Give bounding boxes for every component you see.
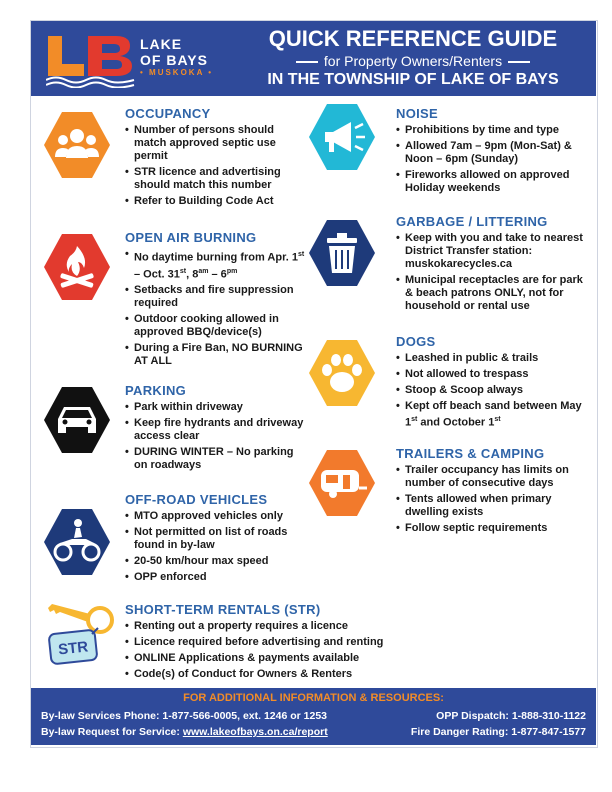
list-item: • Allowed 7am – 9pm (Mon-Sat) & Noon – 6pm (Sunday) — [396, 140, 588, 166]
opp-dispatch-label: OPP Dispatch: — [436, 710, 509, 722]
list-item: • Setbacks and fire suppression required — [125, 284, 305, 310]
bylaw-phone-number[interactable]: 1-877-566-0005, ext. 1246 or 1253 — [162, 710, 328, 722]
list-item: • Fireworks allowed on approved Holiday weekends — [396, 169, 588, 195]
list-item: • MTO approved vehicles only — [125, 510, 305, 523]
lake-of-bays-logo — [46, 30, 136, 88]
footer-banner — [31, 688, 596, 745]
section-heading: DOGS — [396, 334, 436, 349]
list-item: • Stoop & Scoop always — [396, 384, 588, 397]
footer-heading: FOR ADDITIONAL INFORMATION & RESOURCES: — [183, 692, 444, 704]
list-item: • DURING WINTER – No parking on roadways — [125, 446, 305, 472]
list-item: • Code(s) of Conduct for Owners & Renters — [125, 668, 425, 681]
campfire-icon — [42, 232, 112, 302]
list-item: • Park within driveway — [125, 401, 305, 414]
list-item: • OPP enforced — [125, 571, 305, 584]
car-icon — [42, 385, 112, 455]
bylaw-request-label: By-law Request for Service: — [41, 726, 180, 738]
list-item: • Not allowed to trespass — [396, 368, 588, 381]
list-item: • STR licence and advertising should match this number — [125, 166, 305, 192]
section-occupancy — [125, 106, 305, 211]
brand-line-2: OF BAYS — [140, 52, 208, 68]
brand-line-3: • MUSKOKA • — [140, 68, 214, 77]
section-heading: OCCUPANCY — [125, 106, 211, 121]
megaphone-icon — [307, 102, 377, 172]
bylaw-request-link[interactable]: www.lakeofbays.on.ca/report — [182, 726, 328, 738]
section-garbage-littering — [396, 214, 592, 316]
list-item: • Leashed in public & trails — [396, 352, 588, 365]
trash-icon — [307, 218, 377, 288]
fire-danger-number[interactable]: 1-877-847-1577 — [511, 726, 586, 738]
list-item: • 20-50 km/hour max speed — [125, 555, 305, 568]
key-tag-icon — [40, 598, 120, 668]
list-item: • Keep with you and take to nearest District Transfer station: muskokarecycles.ca — [396, 232, 592, 271]
list-item: • Follow septic requirements — [396, 522, 588, 535]
brand-name — [140, 36, 213, 77]
section-heading: GARBAGE / LITTERING — [396, 214, 548, 229]
section-short-term-rentals — [125, 602, 425, 684]
list-item: • No daytime burning from Apr. 1st – Oct. 31st, $8^{am} - 6^{pm}$ — [125, 248, 305, 281]
section-trailers-camping — [396, 446, 588, 538]
list-item: • Not permitted on list of roads found in by-law — [125, 526, 305, 552]
group-icon — [42, 110, 112, 180]
list-item: • Outdoor cooking allowed in approved BBQ/device(s) — [125, 313, 305, 339]
bylaw-phone-line — [41, 710, 327, 722]
str-tag-label: STR — [57, 638, 89, 659]
list-item: • Trailer occupancy has limits on number of consecutive days — [396, 464, 588, 490]
guide-title-block — [232, 26, 594, 90]
list-item: • ONLINE Applications & payments available — [125, 652, 425, 665]
section-parking — [125, 383, 305, 475]
section-dogs — [396, 334, 588, 433]
list-item: • Municipal receptacles are for park & beach patrons ONLY, not for household or rental use — [396, 274, 592, 313]
guide-subtitle: for Property Owners/Renters — [323, 53, 503, 69]
brand-line-1: LAKE — [140, 36, 183, 52]
section-heading: OPEN AIR BURNING — [125, 230, 257, 245]
list-item: • During a Fire Ban, NO BURNING AT ALL — [125, 342, 305, 368]
opp-dispatch-number[interactable]: 1-888-310-1122 — [511, 710, 586, 722]
trailer-icon — [307, 448, 377, 518]
list-item: • Tents allowed when primary dwelling exists — [396, 493, 588, 519]
fire-danger-label: Fire Danger Rating: — [410, 726, 509, 738]
section-heading: SHORT-TERM RENTALS (STR) — [125, 602, 321, 617]
list-item: • Number of persons should match approved septic use permit — [125, 124, 305, 163]
section-heading: PARKING — [125, 383, 187, 398]
guide-subtitle-row — [232, 52, 594, 70]
bylaw-request-line — [41, 726, 328, 738]
section-heading: NOISE — [396, 106, 438, 121]
guide-title: QUICK REFERENCE GUIDE — [268, 26, 558, 51]
list-item: • Kept off beach sand between May 1st and October 1st — [396, 400, 588, 430]
section-heading: TRAILERS & CAMPING — [396, 446, 545, 461]
list-item: • Prohibitions by time and type — [396, 124, 588, 137]
section-noise — [396, 106, 588, 198]
list-item: • Refer to Building Code Act — [125, 195, 305, 208]
section-off-road-vehicles — [125, 492, 305, 587]
fire-danger-line — [411, 726, 586, 738]
section-open-air-burning — [125, 230, 305, 371]
paw-icon — [307, 338, 377, 408]
atv-icon — [42, 507, 112, 577]
bylaw-phone-label: By-law Services Phone: — [41, 710, 160, 722]
section-heading: OFF-ROAD VEHICLES — [125, 492, 268, 507]
list-item: • Keep fire hydrants and driveway access clear — [125, 417, 305, 443]
opp-dispatch-line — [436, 710, 586, 722]
list-item: • Licence required before advertising and renting — [125, 636, 425, 649]
guide-subtitle-2: IN THE TOWNSHIP OF LAKE OF BAYS — [267, 71, 559, 88]
list-item: • Renting out a property requires a licence — [125, 620, 425, 633]
